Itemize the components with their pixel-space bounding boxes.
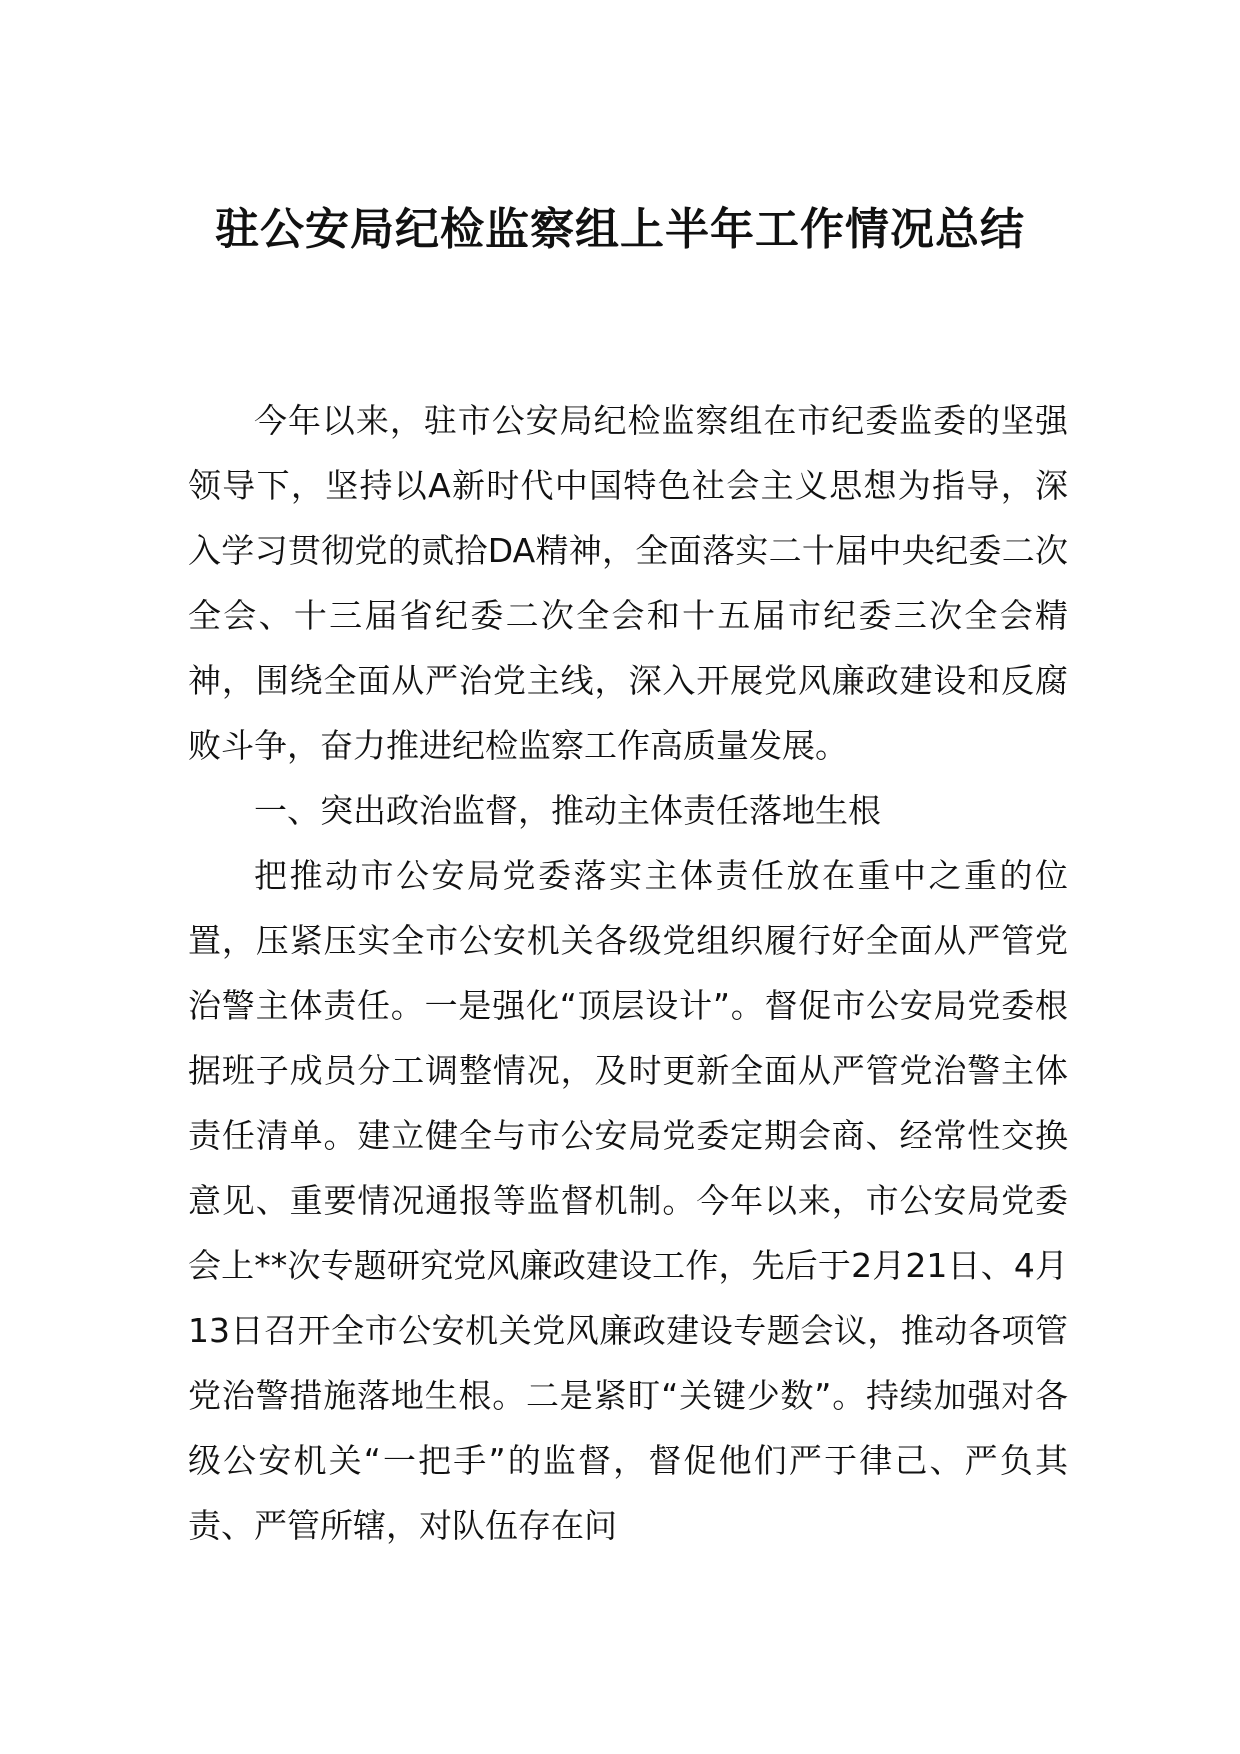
paragraph-intro: 今年以来，驻市公安局纪检监察组在市纪委监委的坚强领导下，坚持以A新时代中国特色社会主义思想为指导，深入学习贯彻党的贰拾DA精神，全面落实二十届中央纪委二次全会、十三届省纪委二次全会和十五届市纪委三次全会精神，围绕全面从严治党主线，深入开展党风廉政建设和反腐败斗争，奋力推进纪检监察工作高质量发展。 bbox=[188, 401, 1068, 765]
paragraph-section-1: 把推动市公安局党委落实主体责任放在重中之重的位置，压紧压实全市公安机关各级党组织履行好全面从严管党治警主体责任。一是强化“顶层设计”。督促市公安局党委根据班子成员分工调整情况，及时更新全面从严管党治警主体责任清单。建立健全与市公安局党委定期会商、经常性交换意见、重要情况通报等监督机制。今年以来，市公安局党委会上**次专题研究党风廉政建设工作，先后于2月21日、4月13日召开全市公安机关党风廉政建设专题会议，推动各项管党治警措施落地生根。二是紧盯“关键少数”。持续加强对各级公安机关“一把手”的监督，督促他们严于律己、严负其责、严管所辖，对队伍存在问 bbox=[188, 856, 1068, 1545]
document-body bbox=[188, 388, 1068, 1558]
document-title: 驻公安局纪检监察组上半年工作情况总结 bbox=[215, 204, 1025, 255]
section-heading-1: 一、突出政治监督，推动主体责任落地生根 bbox=[254, 791, 881, 830]
